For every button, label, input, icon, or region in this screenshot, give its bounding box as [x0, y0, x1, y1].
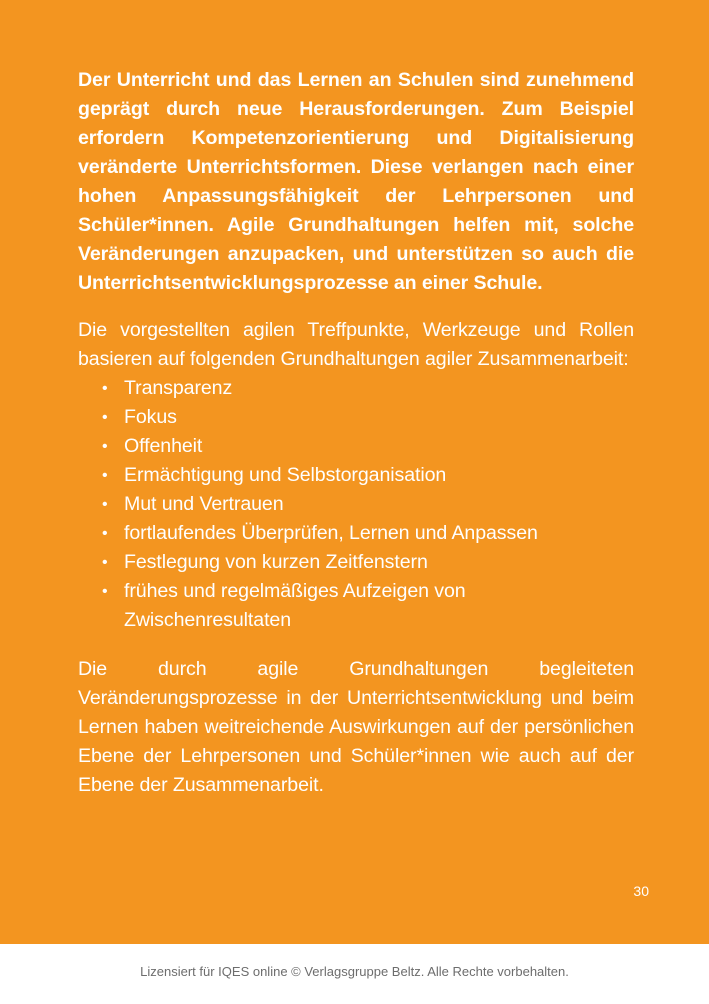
bullet-icon: •	[102, 496, 108, 513]
list-item-text: Mut und Vertrauen	[124, 493, 284, 515]
license-notice: Lizensiert für IQES online © Verlagsgruppe Beltz. Alle Rechte vorbehalten.	[140, 964, 569, 979]
footer	[0, 944, 709, 1004]
auswirkungen-paragraph: Die durch agile Grundhaltungen begleiteten Veränderungsprozesse in der Unterrichtsentwicklung und beim Lernen haben weitreichende Auswirkungen auf der persönlichen Ebene der Lehrpersonen und Schüler*innen wie auch auf der Ebene der Zusammenarbeit.	[78, 658, 634, 796]
bullet-icon: •	[102, 583, 108, 600]
list-item	[78, 432, 634, 461]
list-item	[78, 374, 634, 403]
list-item-text: frühes und regelmäßiges Aufzeigen von Zwischenresultaten	[124, 580, 466, 631]
list-item-text: Fokus	[124, 406, 177, 428]
list-item	[78, 403, 634, 432]
list-item-text: Festlegung von kurzen Zeitfenstern	[124, 551, 428, 573]
list-item-text: fortlaufendes Überprüfen, Lernen und Anpassen	[124, 522, 538, 544]
bullet-icon: •	[102, 409, 108, 426]
list-item	[78, 519, 634, 548]
list-item	[78, 461, 634, 490]
bullet-icon: •	[102, 525, 108, 542]
list-item-text: Offenheit	[124, 435, 203, 457]
list-item	[78, 548, 634, 577]
page-number: 30	[633, 883, 649, 899]
bullet-icon: •	[102, 467, 108, 484]
bullet-icon: •	[102, 554, 108, 571]
intro-paragraph-bold: Der Unterricht und das Lernen an Schulen sind zunehmend geprägt durch neue Herausforderungen. Zum Beispiel erfordern Kompetenzorientierung und Digitalisierung veränderte Unterrichtsformen. Diese verlangen nach einer hohen Anpassungsfähigkeit der Lehrpersonen und Schüler*innen. Agile Grundhaltungen helfen mit, solche Veränderungen anzupacken, und unterstützen so auch die Unterrichtsentwicklungsprozesse an einer Schule.	[78, 69, 634, 294]
list-item-text: Transparenz	[124, 377, 233, 399]
grundhaltungen-intro: Die vorgestellten agilen Treffpunkte, Werkzeuge und Rollen basieren auf folgenden Grundhaltungen agiler Zusammenarbeit:	[78, 319, 634, 370]
bullet-icon: •	[102, 380, 108, 397]
list-item	[78, 577, 634, 635]
bullet-icon: •	[102, 438, 108, 455]
list-item-text: Ermächtigung und Selbstorganisation	[124, 464, 447, 486]
list-item	[78, 490, 634, 519]
content	[78, 66, 634, 800]
grundhaltungen-list	[78, 374, 634, 635]
